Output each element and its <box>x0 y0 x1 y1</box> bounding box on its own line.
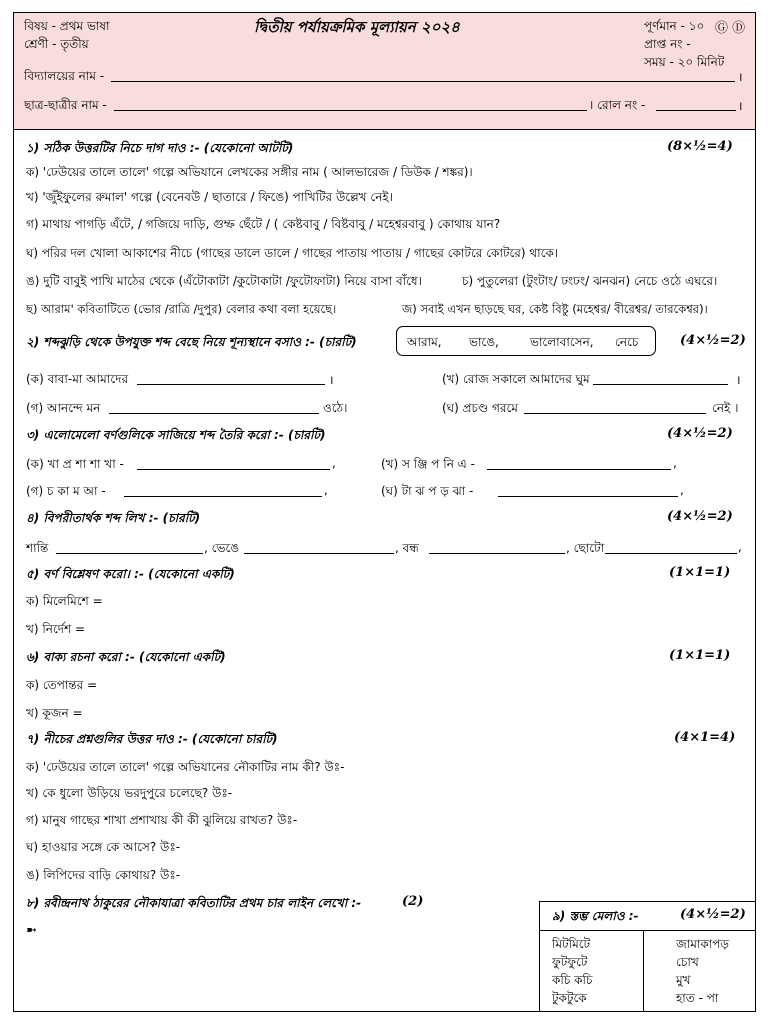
q4-word: , বন্ধ <box>395 541 419 555</box>
q4-word: , ছোটো <box>566 541 605 555</box>
class-text: শ্রেণী - তৃতীয় <box>24 37 89 51</box>
q7-item-a: ক) 'ঢেউয়ের তালে তালে' গল্পে অভিযানের নৌকাটির নাম কী? উঃ- <box>26 760 345 774</box>
roll-number-field[interactable] <box>656 110 736 111</box>
q3-item-b-post: , <box>673 456 677 470</box>
basket-word: ভালোবাসেন, <box>530 335 594 349</box>
q7-item-e: ঙ) লিপিদের বাড়ি কোথায়? উঃ- <box>26 868 181 882</box>
q1-item-h: জ) সবাই এখন ছাড়ছে ঘর, কেষ্ট বিষ্টু (মহেশ্বর/ বীরেশ্বর/ তারকেশ্বর)। <box>402 302 708 316</box>
student-label: ছাত্র-ছাত্রীর নাম - <box>24 98 107 112</box>
q1-item-e: ঙ) দুটি বাবুই পাখি মাঠের থেকে (এঁটোকাটা /কুটোকাটা /ফুটোফাটা) নিয়ে বাসা বাঁধে। <box>26 274 422 288</box>
q3-item-b-blank[interactable] <box>487 469 671 470</box>
basket-word: আরাম, <box>407 335 442 349</box>
q6-item-a: ক) তেপান্তর = <box>26 678 98 692</box>
q1-item-g: ছ) আরাম' কবিতাটিতে (ভোর /রাত্রি /দুপুর) বেলার কথা বলা হয়েছে। <box>26 302 337 316</box>
q2-item-a-pre: (ক) বাবা-মা আমাদের <box>26 372 129 386</box>
q3-item-a-post: , <box>332 456 336 470</box>
q4-word: শান্তি <box>26 541 49 555</box>
right-column-item: হাত - পা <box>676 991 719 1005</box>
question-paper <box>13 12 756 1012</box>
match-header <box>540 902 756 931</box>
left-column-item: মিটমিটে <box>552 937 591 951</box>
right-column-item: মুখ <box>676 973 691 987</box>
q5-item-b: খ) নির্দেশ = <box>26 622 86 636</box>
q9-title: ৯) স্তম্ভ মেলাও :- <box>552 909 639 923</box>
roll-label: । রোল নং - <box>589 98 646 112</box>
q3-item-a-pre: (ক) খা প্র শা শা খা - <box>26 457 124 471</box>
q1-item-b: খ) 'জুঁইফুলের রুমাল' গল্পে (বেনেবউ / ছাতারে / ফিঙে) পাখিটির উল্লেখ নেই। <box>26 190 393 204</box>
q2-item-d-blank[interactable] <box>524 413 706 414</box>
q2-title: ২) শব্দঝুড়ি থেকে উপযুক্ত শব্দ বেছে নিয়ে শূন্যস্থানে বসাও :- (চারটি) <box>26 335 357 349</box>
school-label: বিদ্যালয়ের নাম - <box>24 69 105 83</box>
end-mark: । <box>738 99 743 113</box>
q4-word: , ভেঙে <box>204 541 240 555</box>
q1-title: ১) সঠিক উত্তরটির নিচে দাগ দাও :- (যেকোনো আটটি) <box>26 141 294 155</box>
q7-item-d: ঘ) হাওয়ার সঙ্গে কে আসে? উঃ- <box>26 840 181 854</box>
right-column-item: জামাকাপড় <box>676 937 729 951</box>
q3-item-c-blank[interactable] <box>124 496 322 497</box>
arrow-icon: ➼ <box>26 923 37 938</box>
q2-item-c-blank[interactable] <box>109 413 319 414</box>
q4-marks: (4×½=2) <box>667 509 733 524</box>
q2-item-a-post: । <box>329 373 334 387</box>
basket-word: ভাঙে, <box>469 335 499 349</box>
q7-title: ৭) নীচের প্রশ্নগুলির উত্তর দাও :- (যেকোনো চারটি) <box>26 732 278 746</box>
q2-item-b-post: । <box>736 373 741 387</box>
q2-item-d-pre: (ঘ) প্রচণ্ড গরমে <box>442 401 518 415</box>
time-text: সময় - ২০ মিনিট <box>644 55 725 69</box>
left-column-item: টুকটুকে <box>552 991 587 1005</box>
q5-item-a: ক) মিলেমিশে = <box>26 594 103 608</box>
school-name-field[interactable] <box>111 81 735 82</box>
paper-header <box>14 13 755 130</box>
student-name-field[interactable] <box>114 110 587 111</box>
q3-item-d-blank[interactable] <box>498 496 678 497</box>
column-divider <box>643 930 644 1012</box>
q3-item-d-pre: (ঘ) টা ঝ প ড় ঝা - <box>381 484 474 498</box>
q3-title: ৩) এলোমেলো বর্ণগুলিকে সাজিয়ে শব্দ তৈরি করো :- (চারটি) <box>26 428 326 442</box>
q7-marks: (4×1=4) <box>674 730 736 745</box>
right-column-item: চোখ <box>676 955 699 969</box>
q7-item-c: গ) মানুষ গাছের শাখা প্রশাখায় কী কী ঝুলিয়ে রাখত? উঃ- <box>26 813 298 827</box>
full-marks: পূর্ণমান - ১০ <box>644 19 705 33</box>
q2-item-b-pre: (খ) রোজ সকালে আমাদের ঘুম <box>442 372 590 386</box>
q5-title: ৫) বর্ণ বিশ্লেষণ করো। :- (যেকোনো একটি) <box>26 567 235 581</box>
q8-title: ৮) রবীন্দ্রনাথ ঠাকুরের নৌকাযাত্রা কবিতাটির প্রথম চার লাইন লেখো :- <box>26 896 362 910</box>
q1-item-f: চ) পুতুলেরা (টুংটাং/ ঢংঢং/ ঝনঝন) নেচে ওঠে এঘরে। <box>462 274 718 288</box>
obtained-marks: প্রাপ্ত নং - <box>644 37 691 51</box>
q1-item-a: ক) 'ঢেউয়ের তালে তালে' গল্পে অভিযানে লেখকের সঙ্গীর নাম ( আলভারেজ / ডিউক / শঙ্কর)। <box>26 165 473 179</box>
match-columns-box <box>539 901 756 1012</box>
grade-badge-icon: Ⓖ Ⓓ <box>715 21 746 36</box>
q5-marks: (1×1=1) <box>669 565 731 580</box>
q2-item-c-pre: (গ) আনন্দে মন <box>26 401 101 415</box>
q1-item-c: গ) মাথায় পাগড়ি এঁটে, / গজিয়ে দাড়ি, গুম্ফ ছেঁটে / ( কেষ্টবাবু / বিষ্টবাবু / মহেশ্বরবাবু ) কোথায় যান? <box>26 217 501 231</box>
q2-item-d-post: নেই । <box>712 401 739 415</box>
q4-blank[interactable] <box>56 553 203 554</box>
left-column-item: ফুটফুটে <box>552 955 588 969</box>
q1-item-d: ঘ) পরির দল খোলা আকাশের নীচে (গাছের ডালে ডালে / গাছের পাতায় পাতায় / গাছের কোটরে কোটরে) থাকে। <box>26 246 559 260</box>
word-basket <box>396 326 656 356</box>
q3-marks: (4×½=2) <box>667 426 733 441</box>
q3-item-c-post: , <box>324 483 328 497</box>
q9-marks: (4×½=2) <box>680 907 746 922</box>
q1-marks: (8×½=4) <box>667 139 733 154</box>
end-mark: । <box>738 70 743 84</box>
q4-word: , <box>738 540 742 554</box>
basket-word: নেচে <box>615 335 639 349</box>
q7-item-b: খ) কে ধুলো উড়িয়ে ভরদুপুরে চলেছে? উঃ- <box>26 786 233 800</box>
q8-marks: (2) <box>402 894 424 909</box>
q4-title: ৪) বিপরীতার্থক শব্দ লিখ :- (চারটি) <box>26 511 201 525</box>
q3-item-a-blank[interactable] <box>137 469 330 470</box>
q6-title: ৬) বাক্য রচনা করো :- (যেকোনো একটি) <box>26 650 226 664</box>
paper-title: দ্বিতীয় পর্যায়ক্রমিক মূল্যায়ন ২০২৪ <box>254 18 460 36</box>
q4-blank[interactable] <box>429 553 565 554</box>
q2-item-c-post: ওঠে। <box>323 401 348 415</box>
q2-item-b-blank[interactable] <box>593 384 728 385</box>
q2-marks: (4×½=2) <box>680 333 746 348</box>
q2-item-a-blank[interactable] <box>137 384 325 385</box>
q3-item-b-pre: (খ) স ঞ্জি প নি এ - <box>381 457 475 471</box>
left-column-item: কচি কচি <box>552 973 593 987</box>
subject-text: বিষয় - প্রথম ভাষা <box>24 19 110 33</box>
q6-item-b: খ) কূজন = <box>26 706 83 720</box>
q3-item-d-post: , <box>680 483 684 497</box>
q6-marks: (1×1=1) <box>669 648 731 663</box>
q4-blank[interactable] <box>605 553 737 554</box>
q3-item-c-pre: (গ) চ কা ম আ - <box>26 484 106 498</box>
q4-blank[interactable] <box>244 553 394 554</box>
